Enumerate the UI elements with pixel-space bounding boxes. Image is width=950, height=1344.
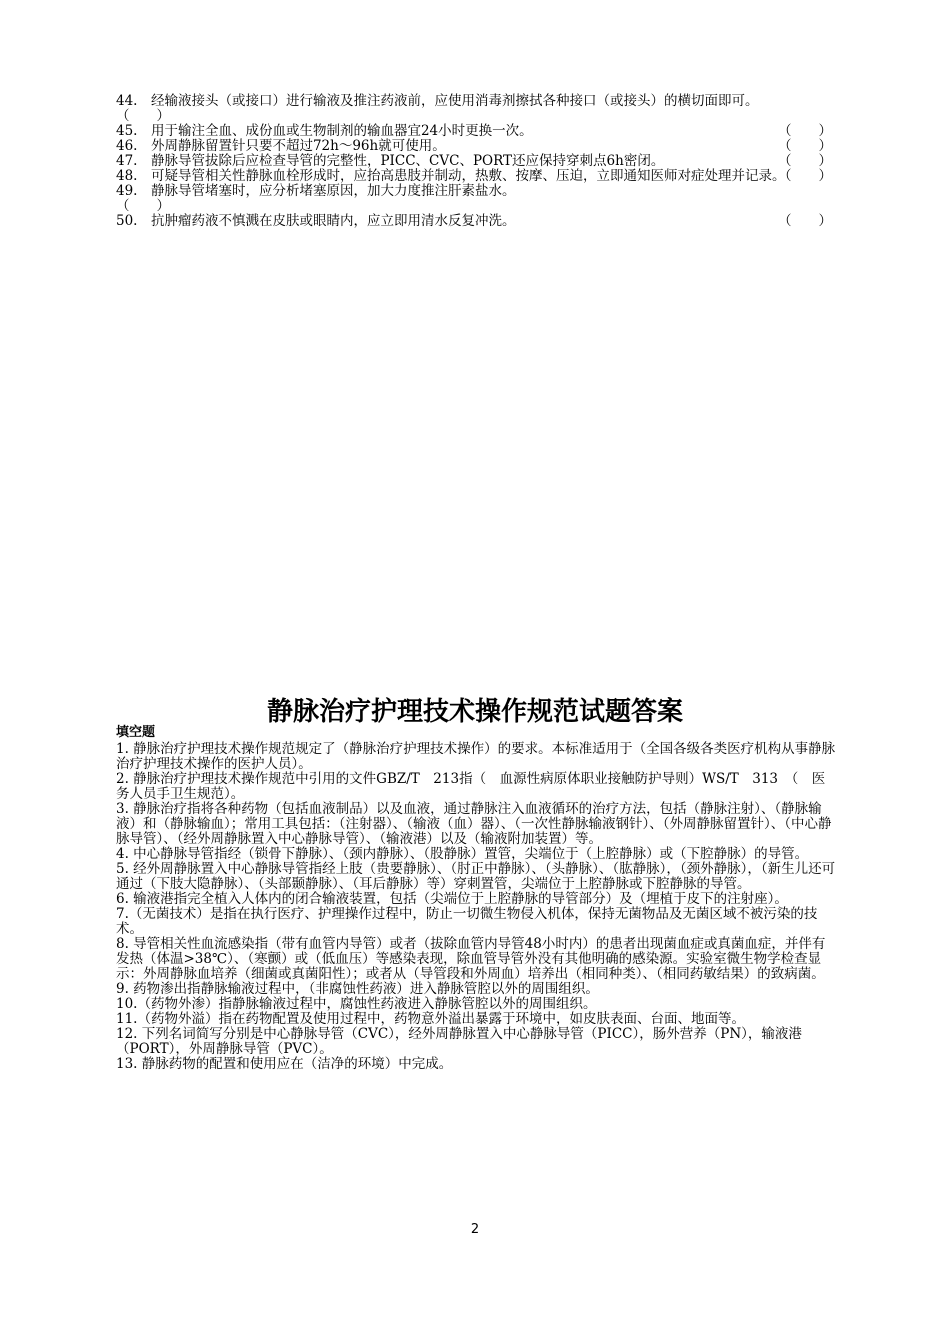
- answer-blank: （ ）: [778, 138, 832, 154]
- question-text: 47. 静脉导管拔除后应检查导管的完整性，PICC、CVC、PORT还应保持穿刺点6h密闭。: [116, 153, 665, 169]
- question-47: [116, 154, 836, 169]
- answer-item: 3. 静脉治疗指将各种药物（包括血液制品）以及血液，通过静脉注入血液循环的治疗方法，包括（静脉注射）、（静脉输液）和（静脉输血）；常用工具包括：（注射器）、（输液（血）器）、（一次性静脉输液钢针）、（外周静脉留置针）、（中心静脉导管）、（经外周静脉置入中心静脉导管）、（输液港）以及（输液附加装置）等。: [116, 801, 832, 847]
- answer-item: 12. 下列名词简写分别是中心静脉导管（CVC），经外周静脉置入中心静脉导管（PICC），肠外营养（PN），输液港（PORT），外周静脉导管（PVC）。: [116, 1026, 802, 1057]
- answer-item: 2. 静脉治疗护理技术操作规范中引用的文件GBZ/T 213指（ 血源性病原体职业接触防护导则）WS/T 313 （ 医务人员手卫生规范）。: [116, 771, 826, 802]
- true-false-questions: [116, 94, 836, 229]
- question-50: [116, 214, 836, 229]
- answer-title: 静脉治疗护理技术操作规范试题答案: [266, 697, 683, 727]
- question-text: 50. 抗肿瘤药液不慎溅在皮肤或眼睛内，应立即用清水反复冲洗。: [116, 213, 516, 229]
- answer-item: 8. 导管相关性血流感染指（带有血管内导管）或者（拔除血管内导管48小时内）的患者出现菌血症或真菌血症，并伴有发热（体温>38℃）、（寒颤）或（低血压）等感染表现，除血管导管外没有其他明确的感染源。实验室微生物学检查显示：外周静脉血培养（细菌或真菌阳性）；或者从（导管段和外周血）培养出（相同种类）、（相同药敏结果）的致病菌。: [116, 936, 826, 982]
- question-text: 46. 外周静脉留置针只要不超过72h～96h就可使用。: [116, 138, 446, 154]
- answer-item: 10.（药物外渗）指静脉输液过程中，腐蚀性药液进入静脉管腔以外的周围组织。: [116, 996, 597, 1012]
- question-text: 49. 静脉导管堵塞时，应分析堵塞原因，加大力度推注肝素盐水。: [116, 183, 516, 199]
- answer-item: 7.（无菌技术）是指在执行医疗、护理操作过程中，防止一切微生物侵入机体，保持无菌物品及无菌区域不被污染的技术。: [116, 906, 818, 937]
- question-44: [116, 94, 836, 124]
- question-49: [116, 184, 836, 214]
- answer-blank: （ ）: [778, 153, 832, 169]
- answer-item: 13. 静脉药物的配置和使用应在（洁净的环境）中完成。: [116, 1056, 453, 1072]
- question-text: 44. 经输液接头（或接口）进行输液及推注药液前，应使用消毒剂擦拭各种接口（或接头）的横切面即可。: [116, 93, 759, 109]
- section-label-fill-in: 填空题: [116, 725, 156, 740]
- question-48: [116, 169, 836, 184]
- page-number: 2: [470, 1222, 480, 1237]
- answer-item: 4. 中心静脉导管指经（锁骨下静脉）、（颈内静脉）、（股静脉）置管，尖端位于（上腔静脉）或（下腔静脉）的导管。: [116, 846, 809, 862]
- answer-blank: （ ）: [778, 123, 832, 139]
- question-text: 45. 用于输注全血、成份血或生物制剂的输血器宜24小时更换一次。: [116, 123, 533, 139]
- question-46: [116, 139, 836, 154]
- answer-blank: （ ）: [116, 108, 170, 124]
- answer-item: 9. 药物渗出指静脉输液过程中，（非腐蚀性药液）进入静脉管腔以外的周围组织。: [116, 981, 599, 997]
- fill-in-answers: [116, 742, 836, 1072]
- answer-item: 5. 经外周静脉置入中心静脉导管指经上肢（贵要静脉）、（肘正中静脉）、（头静脉）、（肱静脉），（颈外静脉），（新生儿还可通过（下肢大隐静脉）、（头部颞静脉）、（耳后静脉）等）穿刺置管，尖端位于上腔静脉或下腔静脉的导管。: [116, 861, 836, 892]
- answer-item: 6. 输液港指完全植入人体内的闭合输液装置，包括（尖端位于上腔静脉的导管部分）及（埋植于皮下的注射座）。: [116, 891, 788, 907]
- answer-blank: （ ）: [116, 198, 170, 214]
- answer-item: 11.（药物外溢）指在药物配置及使用过程中，药物意外溢出暴露于环境中，如皮肤表面、台面、地面等。: [116, 1011, 745, 1027]
- answer-blank: （ ）: [778, 213, 832, 229]
- answer-item: 1. 静脉治疗护理技术操作规范规定了（静脉治疗护理技术操作）的要求。本标准适用于（全国各级各类医疗机构从事静脉治疗护理技术操作的医护人员）。: [116, 741, 836, 772]
- question-text: 48. 可疑导管相关性静脉血栓形成时，应抬高患肢并制动，热敷、按摩、压迫，立即通知医师对症处理并记录。: [116, 168, 786, 184]
- question-45: [116, 124, 836, 139]
- answer-blank: （ ）: [778, 168, 832, 184]
